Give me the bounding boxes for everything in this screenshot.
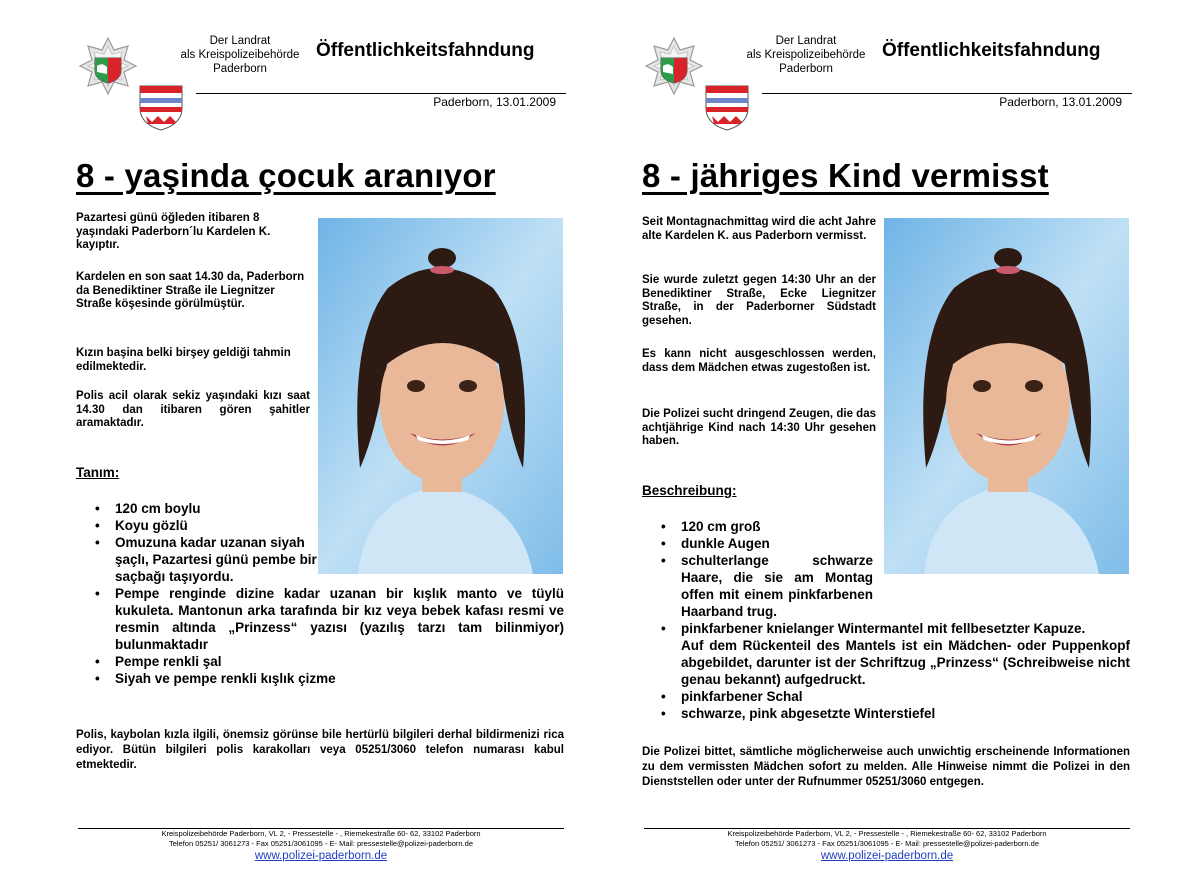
closing-paragraph: Die Polizei bittet, sämtliche möglicherweise auch unwichtig erscheinende Informationen zu dem vermissten Mädchen sofort zu melden. Alle Hinweise nimmt die Polizei in den Dienststellen oder unter der Rufnummer 05251/3060 entgegen. [642, 746, 1130, 788]
authority-line-2: als Kreispolizeibehörde [746, 49, 866, 61]
list-item: • Pempe renkli şal [76, 653, 564, 670]
website-link[interactable]: www.polizei-paderborn.de [820, 850, 954, 862]
list-item: • 120 cm groß [642, 518, 1130, 535]
witness-appeal-paragraph: Die Polizei sucht dringend Zeugen, die das achtjährige Kind nach 14:30 Uhr gesehen haben. [642, 408, 876, 447]
list-item: • schwarze, pink abgesetzte Winterstiefel [642, 705, 1130, 722]
description-list [642, 518, 1130, 722]
list-item: • schulterlange schwarze Haare, die sie am Montag offen mit einem pinkfarbenen Haarband trug. [642, 552, 873, 620]
authority-line-1: Der Landrat [775, 35, 837, 47]
authority-block [736, 34, 876, 76]
intro-paragraph: Pazartesi günü öğleden itibaren 8 yaşındaki Paderborn´lu Kardelen K. kayıptır. [76, 212, 271, 251]
document-date: Paderborn, 13.01.2009 [999, 95, 1122, 109]
list-item: • pinkfarbener Schal [642, 688, 1130, 705]
flyer-page-german [566, 0, 1166, 895]
website-link[interactable]: www.polizei-paderborn.de [254, 850, 388, 862]
list-item: • Siyah ve pempe renkli kışlık çizme [76, 670, 564, 687]
headline: 8 - jähriges Kind vermisst [642, 157, 1049, 194]
description-list [76, 500, 564, 687]
authority-line-1: Der Landrat [209, 35, 271, 47]
document-type-title: Öffentlichkeitsfahndung [882, 40, 1101, 61]
list-item: • pinkfarbener knielanger Wintermantel mit fellbesetzter Kapuze. [642, 620, 1130, 637]
header-divider [196, 93, 566, 94]
authority-line-2: als Kreispolizeibehörde [180, 49, 300, 61]
list-item: • Koyu gözlü [76, 517, 564, 534]
footer [78, 829, 564, 863]
witness-appeal-paragraph: Polis acil olarak sekiz yaşındaki kızı saat 14.30 dan itibaren gören şahitler aramaktadır. [76, 390, 310, 429]
description-heading: Tanım: [76, 465, 120, 480]
concern-paragraph: Es kann nicht ausgeschlossen werden, dass dem Mädchen etwas zugestoßen ist. [642, 348, 876, 374]
footer-address: Kreispolizeibehörde Paderborn, VL 2, - Pressestelle - , Riemekestraße 60- 62, 33102 Paderborn [161, 829, 481, 838]
last-seen-paragraph: Kardelen en son saat 14.30 da, Paderborn da Benediktiner Straße ile Liegnitzer Straße köşesinde görülmüştür. [76, 271, 305, 310]
list-item: • Pempe renginde dizine kadar uzanan bir kışlık manto ve tüylü kukuleta. Mantonun arka tarafında bir kız veya bebek kafası resmi ve resmin altında „Prinzess“ yazısı (yazılış tarzı tam bilinmiyor) bulunmaktadır [76, 585, 564, 653]
footer-contact: Telefon 05251/ 3061273 - Fax 05251/3061095 - E- Mail: pressestelle@polizei-paderborn.de [734, 839, 1040, 848]
list-item: • Omuzuna kadar uzanan siyah şaçlı, Pazartesi günü pembe bir saçbağı taşıyordu. [76, 534, 325, 585]
description-heading: Beschreibung: [642, 483, 737, 498]
intro-paragraph: Seit Montagnachmittag wird die acht Jahre alte Kardelen K. aus Paderborn vermisst. [642, 216, 876, 242]
footer-contact: Telefon 05251/ 3061273 - Fax 05251/3061095 - E- Mail: pressestelle@polizei-paderborn.de [168, 839, 474, 848]
list-item: • 120 cm boylu [76, 500, 564, 517]
document-date: Paderborn, 13.01.2009 [433, 95, 556, 109]
authority-line-3: Paderborn [213, 63, 267, 75]
concern-paragraph: Kızın başina belki birşey geldiği tahmin edilmektedir. [76, 347, 291, 373]
closing-paragraph: Polis, kaybolan kızla ilgili, önemsiz görünse bile hertürlü bilgileri derhal bildirmenizi rica ediyor. Bütün bilgileri polis karakolları veya 05251/3060 telefon numarası kabul etmektedir. [76, 729, 564, 771]
list-item-continuation: Auf dem Rückenteil des Mantels ist ein Mädchen- oder Puppenkopf abgebildet, darunter ist der Schriftzug „Prinzess“ (Schreibweise nicht genau bekannt) aufgedruckt. [681, 638, 1130, 687]
authority-line-3: Paderborn [779, 63, 833, 75]
last-seen-paragraph: Sie wurde zuletzt gegen 14:30 Uhr an der Benediktiner Straße, Ecke Liegnitzer Straße, in der Paderborner Südstadt gesehen. [642, 274, 876, 327]
list-item: • dunkle Augen [642, 535, 1130, 552]
header-divider [762, 93, 1132, 94]
authority-block [170, 34, 310, 76]
document-type-title: Öffentlichkeitsfahndung [316, 40, 535, 61]
footer [644, 829, 1130, 863]
footer-address: Kreispolizeibehörde Paderborn, VL 2, - Pressestelle - , Riemekestraße 60- 62, 33102 Paderborn [727, 829, 1047, 838]
headline: 8 - yaşinda çocuk aranıyor [76, 157, 496, 194]
